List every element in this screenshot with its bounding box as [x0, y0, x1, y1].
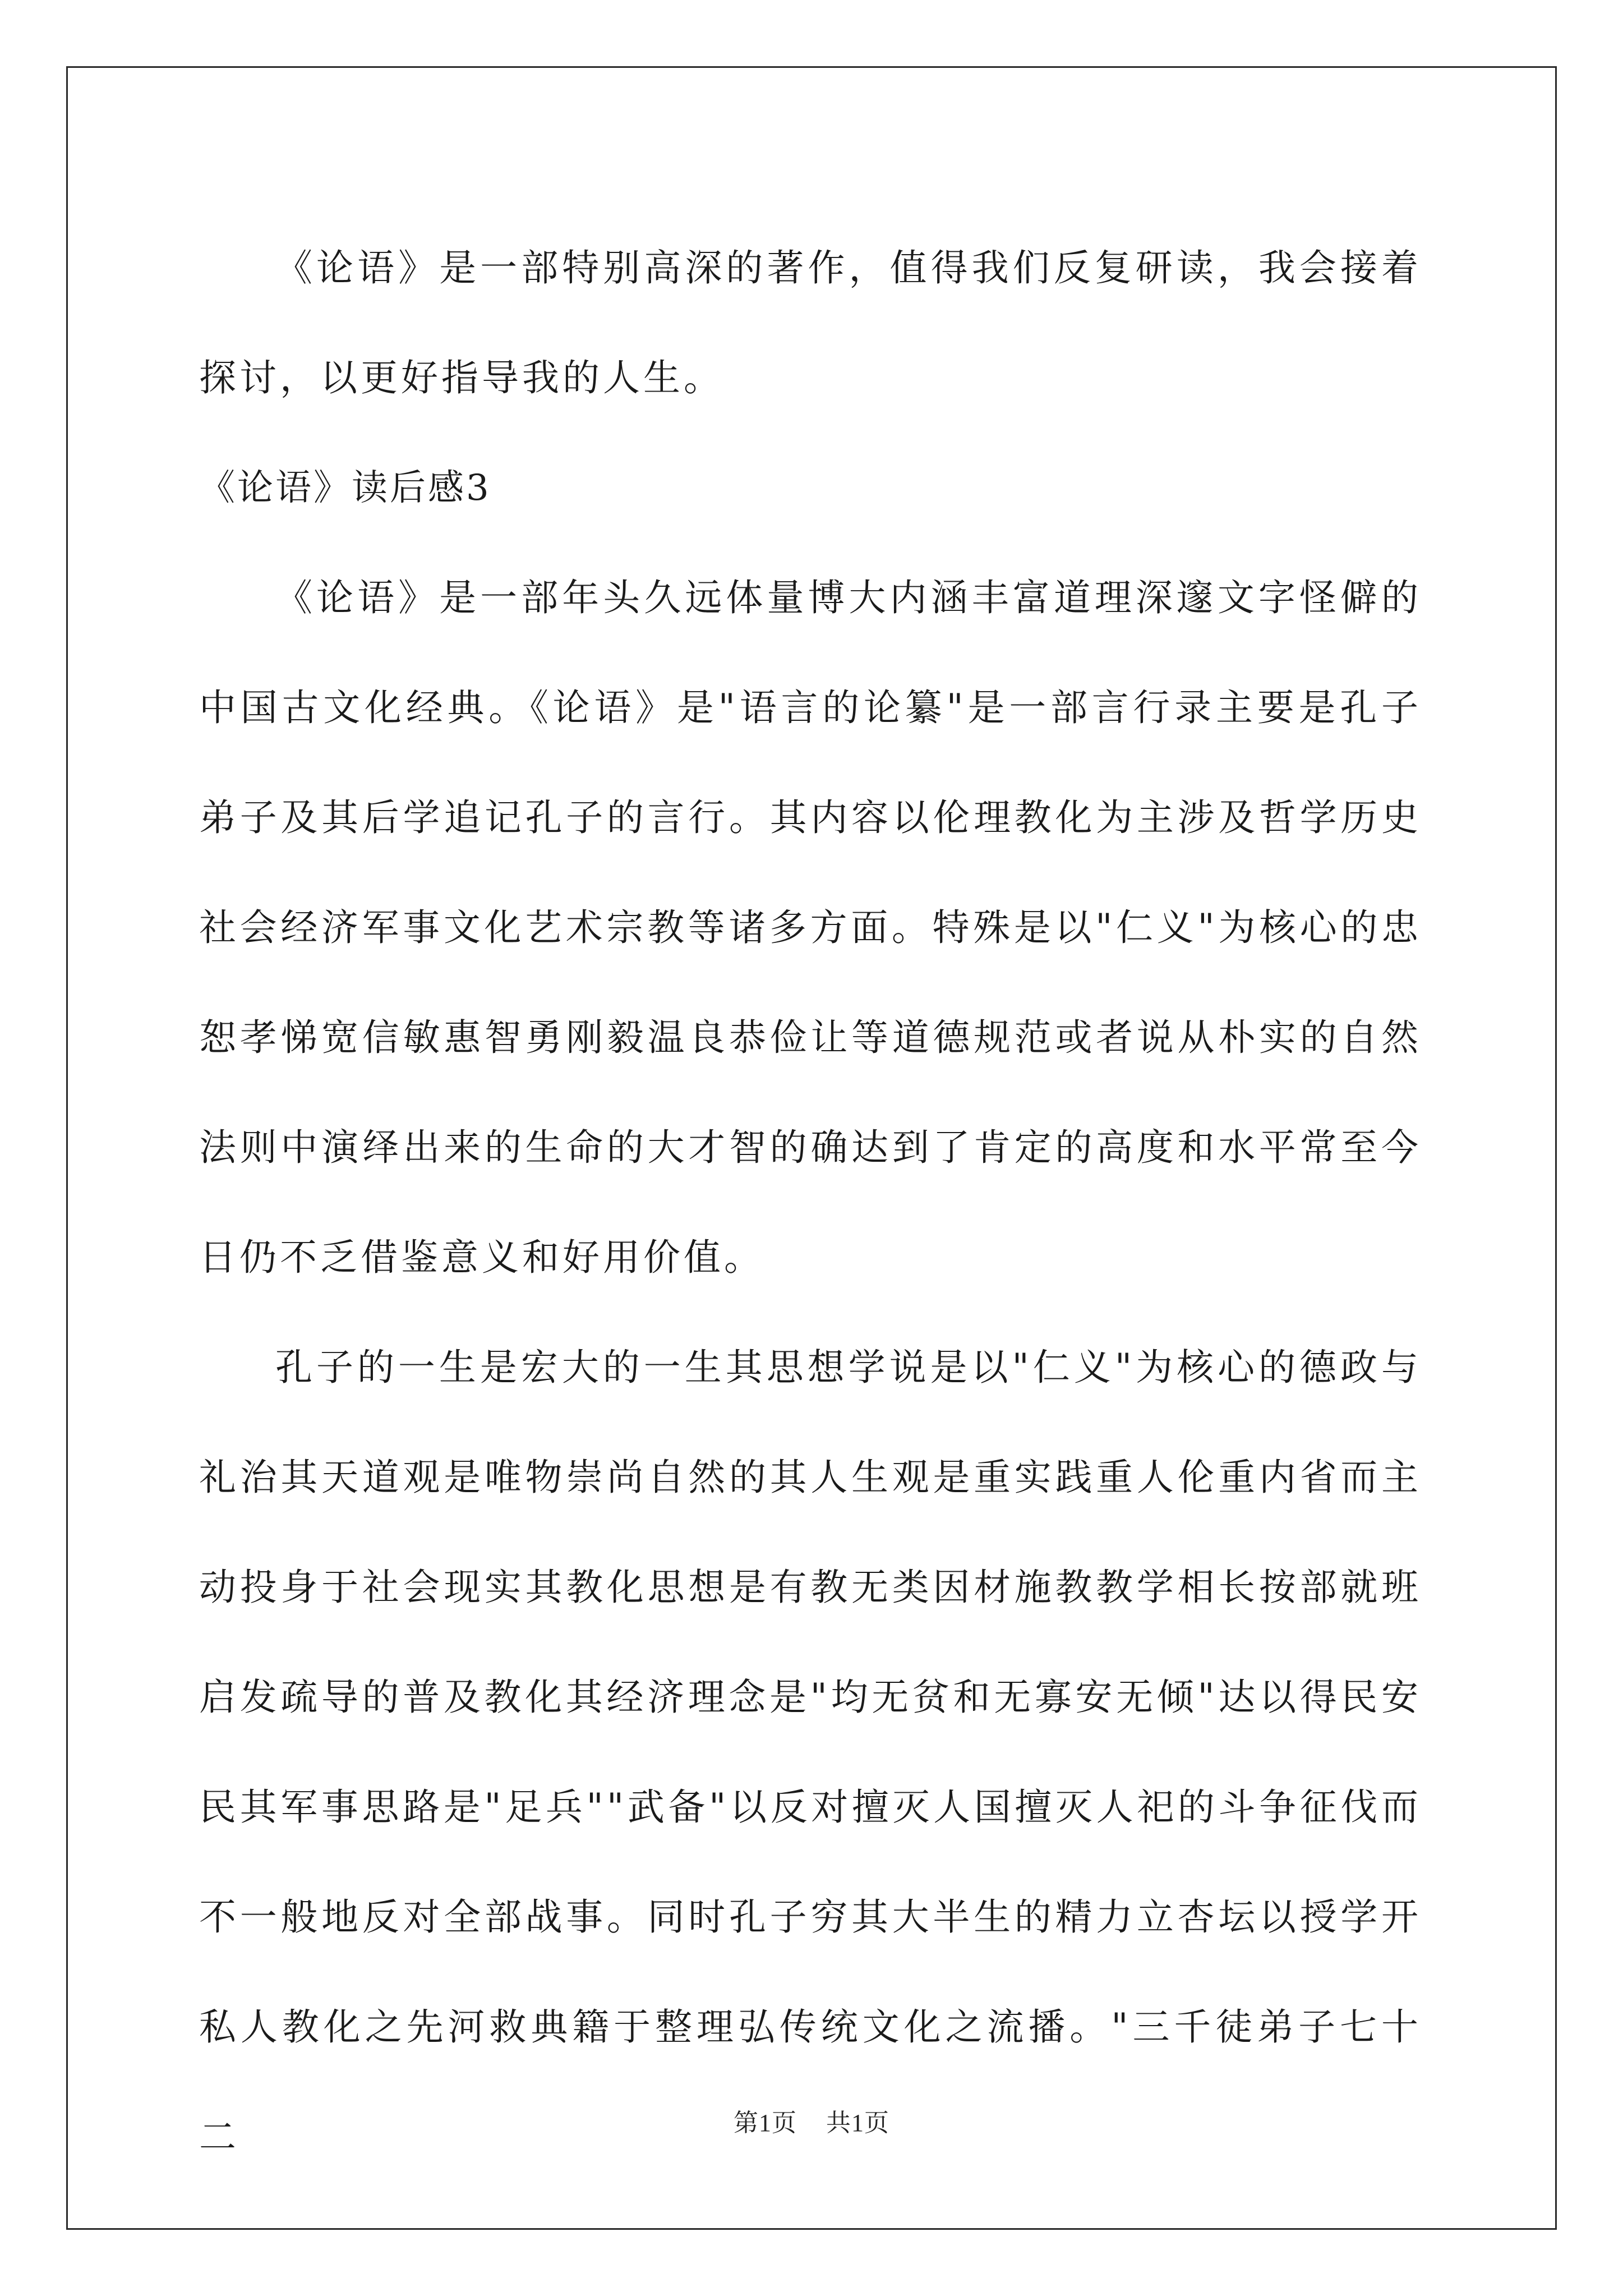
page-total: 共1页: [826, 2109, 889, 2137]
paragraph-confucius-life: 孔子的一生是宏大的一生其思想学说是以"仁义"为核心的德政与礼治其天道观是唯物崇尚自然的其人生观是重实践重人伦重内省而主动投身于社会现实其教化思想是有教无类因材施教教学相长按部就班启发疏导的普及教化其经济理念是"均无贫和无寡安无倾"达以得民安民其军事思路是"足兵""武备"以反对擅灭人国擅灭人祀的斗争征伐而不一般地反对全部战事。同时孔子穷其大半生的精力立杏坛以授学开私人教化之先河救典籍于整理弘传统文化之流播。"三千徒弟子七十二: [199, 1346, 1422, 2159]
section-heading: 《论语》读后感3: [199, 467, 491, 509]
paragraph-closing: 《论语》是一部特别高深的著作，值得我们反复研读，我会接着探讨，以更好指导我的人生。: [199, 246, 1422, 399]
page-number: 第1页: [734, 2109, 797, 2137]
page-footer: [0, 2102, 1623, 2138]
paragraph-intro: 《论语》是一部年头久远体量博大内涵丰富道理深邃文字怪僻的中国古文化经典。《论语》是"语言的论纂"是一部言行录主要是孔子弟子及其后学追记孔子的言行。其内容以伦理教化为主涉及哲学历史社会经济军事文化艺术宗教等诸多方面。特殊是以"仁义"为核心的忠恕孝悌宽信敏惠智勇刚毅温良恭俭让等道德规范或者说从朴实的自然法则中演绎出来的生命的大才智的确达到了肯定的高度和水平常至今日仍不乏借鉴意义和好用价值。: [199, 576, 1422, 1279]
document-body: [199, 213, 1422, 2192]
